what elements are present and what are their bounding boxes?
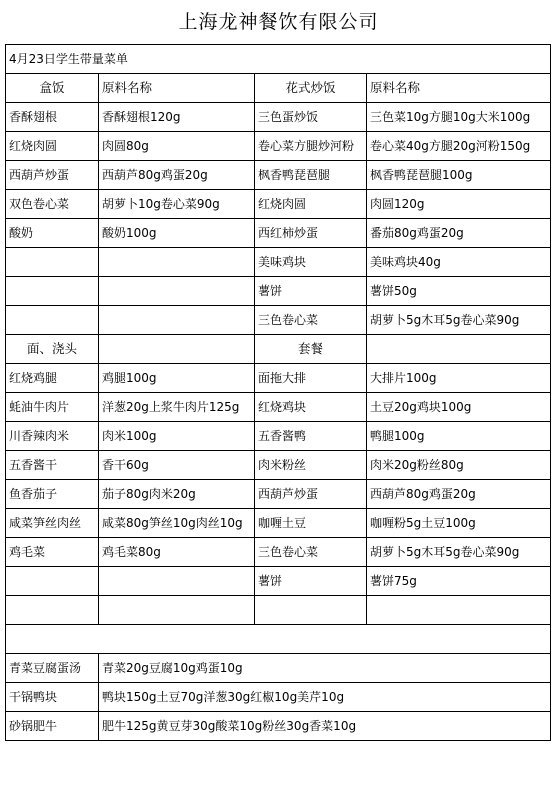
cell-dish-b: 三色卷心菜 bbox=[255, 306, 367, 335]
cell-empty bbox=[6, 625, 551, 654]
cell-dish-a: 双色卷心菜 bbox=[6, 190, 99, 219]
table-row bbox=[6, 654, 551, 683]
cell-ingredients-b: 西葫芦80g鸡蛋20g bbox=[367, 480, 551, 509]
cell-dish-a: 鸡毛菜 bbox=[6, 538, 99, 567]
table-row bbox=[6, 132, 551, 161]
table-row bbox=[6, 480, 551, 509]
cell-dish-a bbox=[6, 306, 99, 335]
cell-dish-a: 砂锅肥牛 bbox=[6, 712, 99, 741]
table-row bbox=[6, 451, 551, 480]
cell-dish-a bbox=[6, 596, 99, 625]
cell-dish-b: 三色蛋炒饭 bbox=[255, 103, 367, 132]
cell-ingredients-a: 鸡毛菜80g bbox=[99, 538, 255, 567]
cell-dish-a: 青菜豆腐蛋汤 bbox=[6, 654, 99, 683]
table-row bbox=[6, 190, 551, 219]
header-ingredients-a: 原料名称 bbox=[99, 74, 255, 103]
cell-ingredients-b: 肉米20g粉丝80g bbox=[367, 451, 551, 480]
cell-dish-a: 酸奶 bbox=[6, 219, 99, 248]
cell-dish-b: 肉米粉丝 bbox=[255, 451, 367, 480]
table-row bbox=[6, 422, 551, 451]
cell-dish-a: 五香酱干 bbox=[6, 451, 99, 480]
cell-dish-a: 干锅鸭块 bbox=[6, 683, 99, 712]
cell-dish-a: 咸菜笋丝肉丝 bbox=[6, 509, 99, 538]
cell-ingredients-a: 洋葱20g上浆牛肉片125g bbox=[99, 393, 255, 422]
table-row bbox=[6, 567, 551, 596]
cell-ingredients-b: 胡萝卜5g木耳5g卷心菜90g bbox=[367, 306, 551, 335]
cell-dish-b: 三色卷心菜 bbox=[255, 538, 367, 567]
cell-ingredients-b: 大排片100g bbox=[367, 364, 551, 393]
cell-dish-a: 香酥翅根 bbox=[6, 103, 99, 132]
cell-ingredients-a bbox=[99, 596, 255, 625]
cell-ingredients-b: 卷心菜40g方腿20g河粉150g bbox=[367, 132, 551, 161]
cell-dish-a: 鱼香茄子 bbox=[6, 480, 99, 509]
table-row bbox=[6, 596, 551, 625]
cell-ingredients-b: 美味鸡块40g bbox=[367, 248, 551, 277]
cell-ingredients-a: 酸奶100g bbox=[99, 219, 255, 248]
cell-ingredients-b: 薯饼50g bbox=[367, 277, 551, 306]
cell-ingredients-a: 胡萝卜10g卷心菜90g bbox=[99, 190, 255, 219]
cell-dish-b: 咖喱土豆 bbox=[255, 509, 367, 538]
table-row bbox=[6, 712, 551, 741]
cell-ingredients-a: 肉圆80g bbox=[99, 132, 255, 161]
company-title: 上海龙神餐饮有限公司 bbox=[178, 11, 379, 33]
cell-dish-b: 美味鸡块 bbox=[255, 248, 367, 277]
header-set-meal: 套餐 bbox=[255, 335, 367, 364]
cell-ingredients-b: 土豆20g鸡块100g bbox=[367, 393, 551, 422]
cell-ingredients-b: 枫香鸭琵琶腿100g bbox=[367, 161, 551, 190]
cell-ingredients-a: 鸭块150g土豆70g洋葱30g红椒10g美芹10g bbox=[99, 683, 551, 712]
header-row bbox=[6, 74, 551, 103]
cell-dish-b: 枫香鸭琵琶腿 bbox=[255, 161, 367, 190]
cell-dish-b: 薯饼 bbox=[255, 277, 367, 306]
cell-dish-b: 西葫芦炒蛋 bbox=[255, 480, 367, 509]
cell-dish-a bbox=[6, 567, 99, 596]
table-row bbox=[6, 219, 551, 248]
table-row bbox=[6, 538, 551, 567]
cell-ingredients-b: 肉圆120g bbox=[367, 190, 551, 219]
cell-dish-b: 西红柿炒蛋 bbox=[255, 219, 367, 248]
cell-ingredients-b: 鸭腿100g bbox=[367, 422, 551, 451]
cell-ingredients-a: 茄子80g肉米20g bbox=[99, 480, 255, 509]
subtitle-row bbox=[6, 45, 551, 74]
table-row bbox=[6, 683, 551, 712]
cell-empty bbox=[367, 335, 551, 364]
cell-ingredients-b: 咖喱粉5g土豆100g bbox=[367, 509, 551, 538]
cell-ingredients-b: 胡萝卜5g木耳5g卷心菜90g bbox=[367, 538, 551, 567]
cell-ingredients-a: 鸡腿100g bbox=[99, 364, 255, 393]
table-row bbox=[6, 248, 551, 277]
table-row bbox=[6, 161, 551, 190]
header-box-rice: 盒饭 bbox=[6, 74, 99, 103]
cell-ingredients-a: 香酥翅根120g bbox=[99, 103, 255, 132]
cell-ingredients-a bbox=[99, 567, 255, 596]
table-row bbox=[6, 306, 551, 335]
cell-dish-b: 薯饼 bbox=[255, 567, 367, 596]
menu-date-title: 4月23日学生带量菜单 bbox=[6, 45, 551, 74]
cell-ingredients-a bbox=[99, 306, 255, 335]
table-row bbox=[6, 625, 551, 654]
cell-ingredients-a: 肥牛125g黄豆芽30g酸菜10g粉丝30g香菜10g bbox=[99, 712, 551, 741]
cell-ingredients-a bbox=[99, 248, 255, 277]
cell-ingredients-a: 西葫芦80g鸡蛋20g bbox=[99, 161, 255, 190]
header-noodles: 面、浇头 bbox=[6, 335, 99, 364]
cell-ingredients-a: 肉米100g bbox=[99, 422, 255, 451]
cell-dish-b: 红烧肉圆 bbox=[255, 190, 367, 219]
cell-dish-b: 红烧鸡块 bbox=[255, 393, 367, 422]
cell-empty bbox=[99, 335, 255, 364]
cell-dish-a: 西葫芦炒蛋 bbox=[6, 161, 99, 190]
header-fancy-fried-rice: 花式炒饭 bbox=[255, 74, 367, 103]
cell-dish-a bbox=[6, 248, 99, 277]
header-ingredients-b: 原料名称 bbox=[367, 74, 551, 103]
header-row bbox=[6, 335, 551, 364]
cell-ingredients-b: 番茄80g鸡蛋20g bbox=[367, 219, 551, 248]
table-row bbox=[6, 393, 551, 422]
cell-dish-b bbox=[255, 596, 367, 625]
table-row bbox=[6, 277, 551, 306]
menu-table bbox=[5, 44, 551, 741]
cell-dish-a bbox=[6, 277, 99, 306]
cell-ingredients-a: 青菜20g豆腐10g鸡蛋10g bbox=[99, 654, 551, 683]
cell-ingredients-a: 香干60g bbox=[99, 451, 255, 480]
cell-ingredients-b bbox=[367, 596, 551, 625]
table-row bbox=[6, 509, 551, 538]
table-row bbox=[6, 364, 551, 393]
cell-dish-a: 川香辣肉米 bbox=[6, 422, 99, 451]
cell-ingredients-a bbox=[99, 277, 255, 306]
cell-dish-b: 卷心菜方腿炒河粉 bbox=[255, 132, 367, 161]
cell-dish-a: 蚝油牛肉片 bbox=[6, 393, 99, 422]
cell-dish-a: 红烧鸡腿 bbox=[6, 364, 99, 393]
cell-ingredients-b: 薯饼75g bbox=[367, 567, 551, 596]
cell-dish-a: 红烧肉圆 bbox=[6, 132, 99, 161]
cell-dish-b: 五香酱鸭 bbox=[255, 422, 367, 451]
cell-ingredients-a: 咸菜80g笋丝10g肉丝10g bbox=[99, 509, 255, 538]
table-row bbox=[6, 103, 551, 132]
cell-ingredients-b: 三色菜10g方腿10g大米100g bbox=[367, 103, 551, 132]
cell-dish-b: 面拖大排 bbox=[255, 364, 367, 393]
